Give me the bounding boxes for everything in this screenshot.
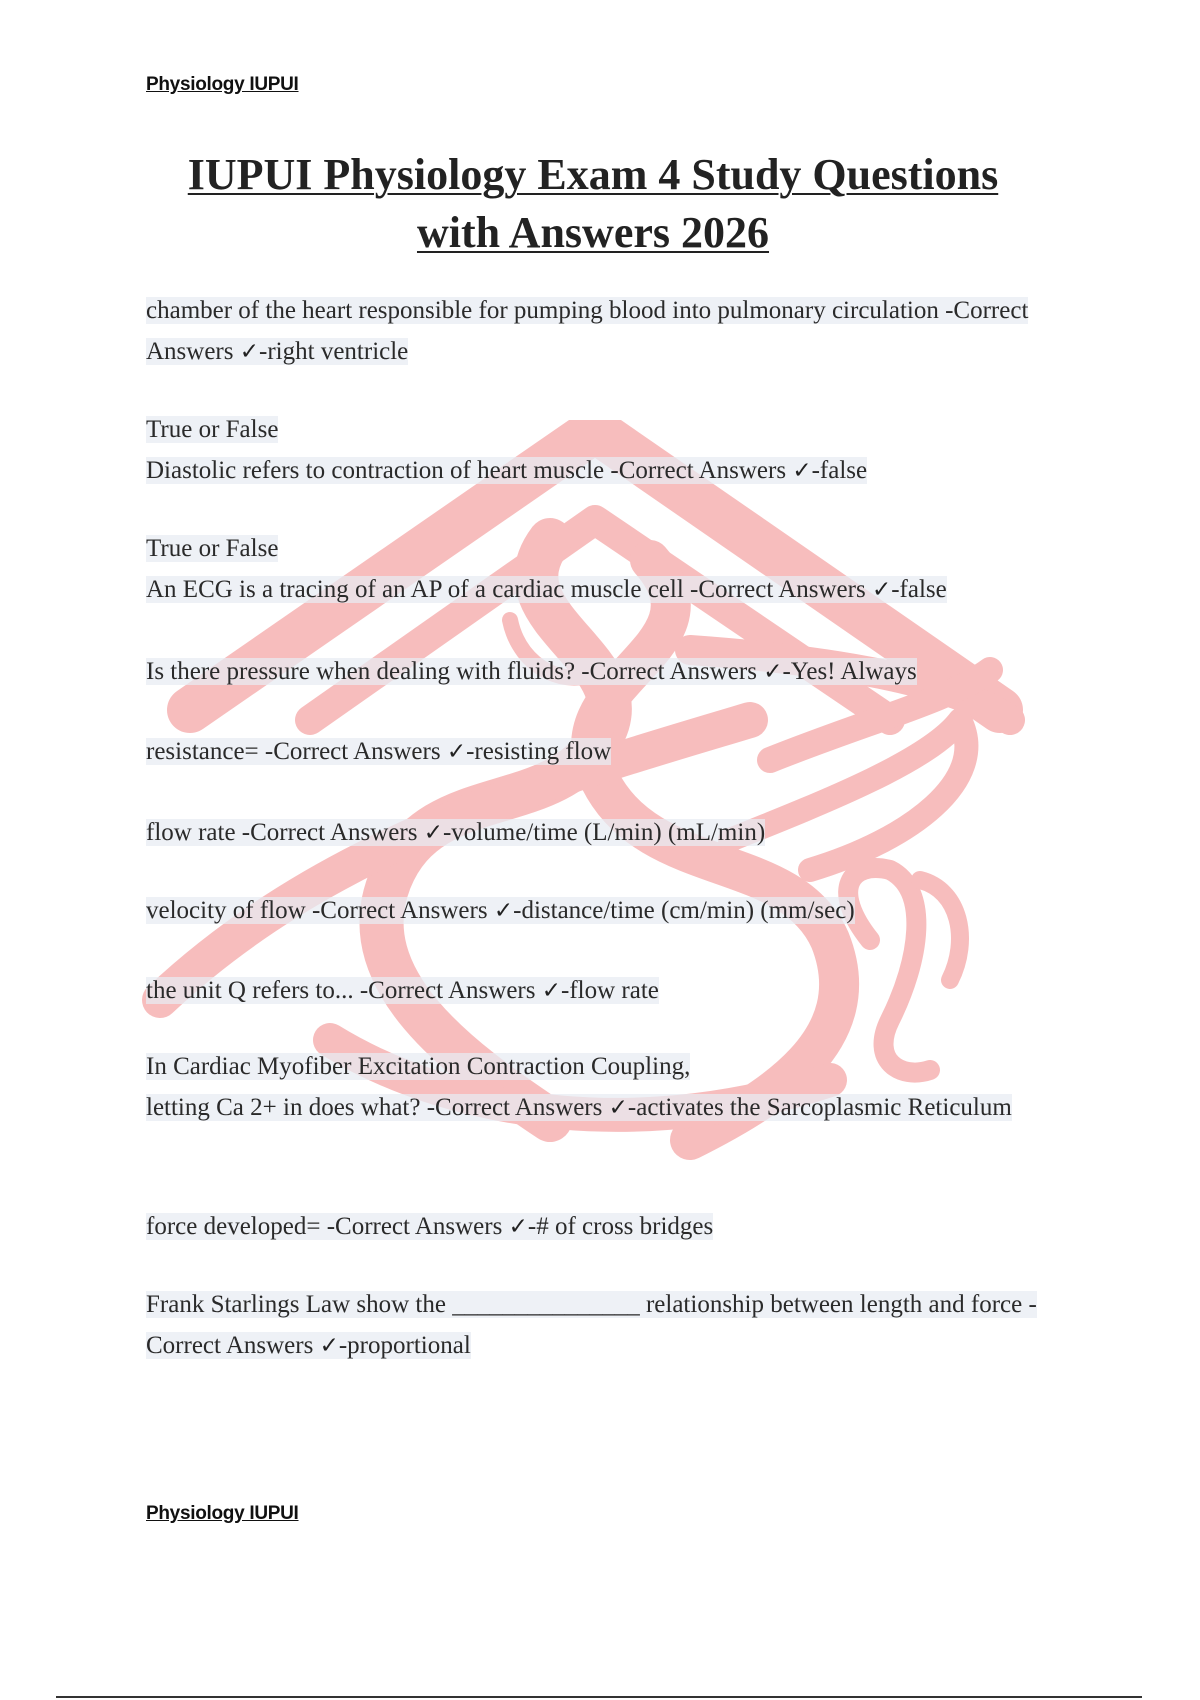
qa-item	[146, 812, 1076, 854]
question-text: chamber of the heart responsible for pumping blood into pulmonary circulation	[146, 297, 946, 324]
answer-text: -false	[891, 576, 947, 603]
checkmark-icon: ✓	[508, 1214, 528, 1240]
checkmark-icon: ✓	[446, 739, 467, 765]
question-prompt: In Cardiac Myofiber Excitation Contraction Coupling,	[146, 1053, 691, 1080]
answer-text: -resisting flow	[466, 738, 612, 765]
question-text: Is there pressure when dealing with fluids?	[146, 658, 582, 685]
answer-prefix: -Correct Answers	[610, 457, 787, 484]
answer-prefix: -Correct Answers	[311, 897, 488, 924]
checkmark-icon: ✓	[871, 577, 892, 603]
question-text: An ECG is a tracing of an AP of a cardiac muscle cell	[146, 576, 691, 603]
qa-text	[146, 819, 765, 846]
qa-item	[146, 409, 1076, 492]
checkmark-icon: ✓	[319, 1333, 339, 1359]
qa-text	[146, 1213, 713, 1240]
qa-text	[146, 457, 867, 484]
qa-item	[146, 970, 1076, 1012]
answer-prefix: -Correct Answers	[326, 1213, 503, 1240]
answer-prefix: -Correct Answers	[359, 977, 536, 1004]
question-text: the unit Q refers to...	[146, 977, 360, 1004]
qa-item	[146, 1046, 1036, 1129]
page-bottom-rule	[56, 1696, 1142, 1698]
question-text: force developed=	[146, 1213, 327, 1240]
question-prompt: True or False	[146, 416, 279, 443]
running-header: Physiology IUPUI	[146, 74, 299, 95]
qa-text	[146, 1291, 1037, 1359]
checkmark-icon: ✓	[239, 339, 260, 365]
answer-prefix: -Correct Answers	[426, 1094, 603, 1121]
qa-text	[146, 897, 855, 924]
answer-prefix: -Correct Answers	[146, 297, 1029, 365]
question-text: Frank Starlings Law show the _______________ relationship between length and force	[146, 1291, 1029, 1318]
page-title	[120, 146, 1066, 262]
running-footer: Physiology IUPUI	[146, 1503, 299, 1524]
answer-prefix: -Correct Answers	[581, 658, 757, 685]
qa-text	[146, 738, 611, 765]
checkmark-icon: ✓	[423, 820, 443, 846]
question-text: Diastolic refers to contraction of heart muscle	[146, 457, 611, 484]
question-text: velocity of flow	[146, 897, 312, 924]
answer-text: -distance/time (cm/min) (mm/sec)	[513, 897, 855, 924]
answer-prefix: -Correct Answers	[264, 738, 441, 765]
qa-item	[146, 528, 1076, 611]
checkmark-icon: ✓	[763, 659, 783, 685]
question-prompt: True or False	[146, 535, 279, 562]
question-text: letting Ca 2+ in does what?	[146, 1094, 427, 1121]
answer-text: -Yes! Always	[782, 658, 917, 685]
answer-text: -proportional	[338, 1332, 471, 1359]
answer-text: -false	[811, 457, 868, 484]
answer-text: -# of cross bridges	[527, 1213, 714, 1240]
qa-item	[146, 290, 1076, 373]
page-title-line-2: with Answers 2026	[416, 208, 770, 257]
qa-text	[146, 576, 947, 603]
answer-text: -activates the Sarcoplasmic Reticulum	[627, 1094, 1012, 1121]
qa-item	[146, 1206, 1076, 1248]
answer-text: -flow rate	[561, 977, 659, 1004]
checkmark-icon: ✓	[608, 1095, 628, 1121]
qa-item	[146, 1284, 1076, 1367]
checkmark-icon: ✓	[792, 458, 812, 484]
qa-text	[146, 1094, 1012, 1121]
qa-item	[146, 890, 1076, 932]
page-title-line-1: IUPUI Physiology Exam 4 Study Questions	[187, 150, 999, 199]
answer-prefix: -Correct Answers	[146, 1291, 1037, 1359]
question-text: flow rate	[146, 819, 242, 846]
qa-text	[146, 977, 659, 1004]
qa-item	[146, 651, 1076, 693]
question-text: resistance=	[146, 738, 265, 765]
checkmark-icon: ✓	[493, 898, 514, 924]
checkmark-icon: ✓	[541, 978, 562, 1004]
answer-text: -volume/time (L/min) (mL/min)	[442, 819, 766, 846]
qa-text	[146, 297, 1028, 365]
answer-prefix: -Correct Answers	[241, 819, 418, 846]
qa-item	[146, 731, 1076, 773]
answer-prefix: -Correct Answers	[690, 576, 866, 603]
answer-text: -right ventricle	[259, 338, 409, 365]
qa-text	[146, 658, 917, 685]
